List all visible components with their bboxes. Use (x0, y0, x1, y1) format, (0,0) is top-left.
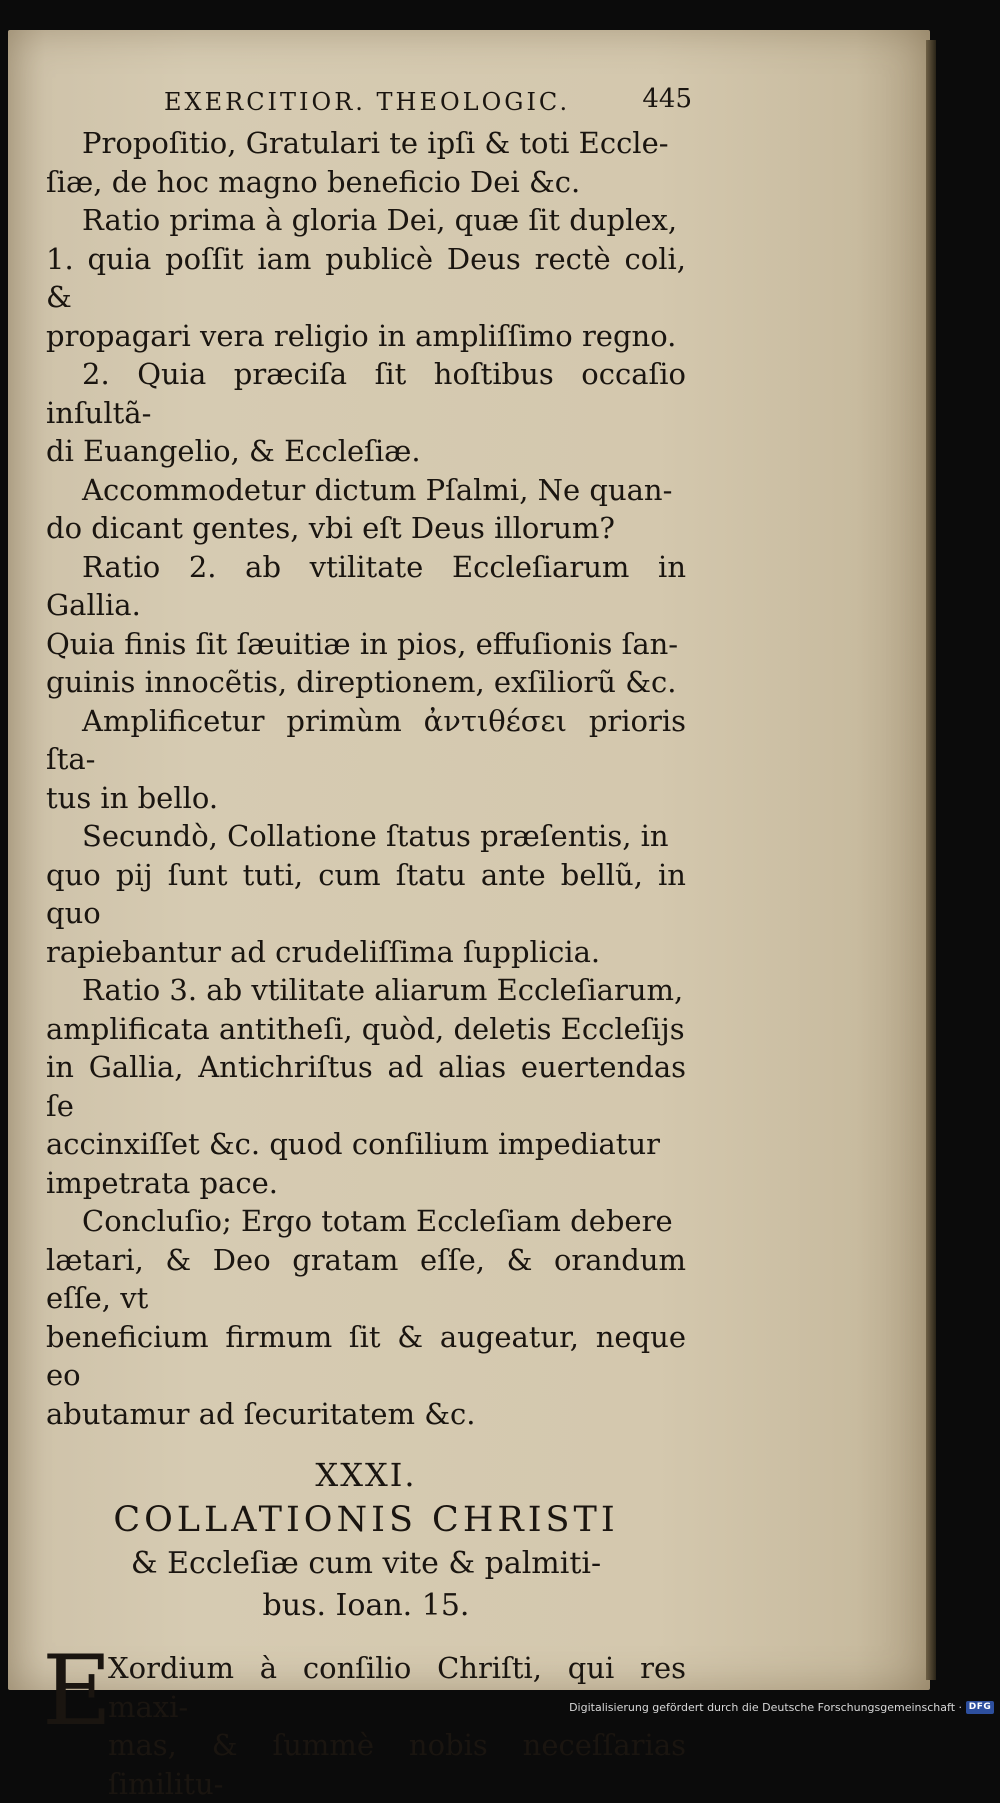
opening-text: Xordium à conſilio Chriſti, qui res maxi- mas, & ſummè nobis neceſſarias ſimilitu- (108, 1651, 686, 1801)
drop-cap: E (42, 1635, 113, 1747)
running-head (46, 80, 692, 124)
section-subtitle: & Eccleſiæ cum vite & palmiti- bus. Ioan. 15. (130, 1546, 602, 1623)
paragraph-ratio-2: Ratio 2. ab vtilitate Eccleſiarum in Gallia. Quia finis ſit ſæuitiæ in pios, effuſionis ſan- guinis innocẽtis, direptionem, exſiliorũ &c. (46, 549, 686, 699)
page-number: 445 (642, 84, 692, 114)
paragraph-conclusio: Concluſio; Ergo totam Eccleſiam debere lætari, & Deo gratam eſſe, & orandum eſſe, vt beneficium firmum ſit & augeatur, neque eo abutamur ad ſecuritatem &c. (46, 1204, 686, 1431)
section-heading (46, 1453, 686, 1627)
paragraph-ratio-3: Ratio 3. ab vtilitate aliarum Eccleſiarum, amplificata antitheſi, quòd, deletis Eccleſijs in Gallia, Antichriſtus ad alias euertendas ſe accinxiſſet &c. quod conſilium impediatur impetrata pace. (46, 973, 686, 1200)
digitization-credit (569, 1701, 994, 1714)
dfg-logo: DFG (966, 1701, 994, 1714)
section-number: XXXI. (315, 1456, 417, 1494)
page-edge-shadow (926, 40, 936, 1680)
paragraph-amplificetur: Amplificetur primùm ἀντιθέσει prioris ſta- tus in bello. (46, 703, 686, 815)
running-head-title: EXERCITIOR. THEOLOGIC. (164, 88, 571, 116)
paragraph-ratio-prima-2: 2. Quia præciſa ſit hoſtibus occaſio inſultã- di Euangelio, & Eccleſiæ. (46, 357, 686, 468)
paragraph-secundo: Secundò, Collatione ſtatus præſentis, in quo pij ſunt tuti, cum ſtatu ante bellũ, in quo rapiebantur ad crudeliſſima ſupplicia. (46, 819, 686, 969)
section-title: COLLATIONIS CHRISTI (113, 1500, 619, 1540)
paragraph-accommodetur: Accommodetur dictum Pſalmi, Ne quan- do dicant gentes, vbi eſt Deus illorum? (46, 472, 673, 545)
body-text (46, 124, 686, 1433)
text-block (42, 80, 692, 1803)
paragraph-propositio: Propoſitio, Gratulari te ipſi & toti Eccle- ſiæ, de hoc magno beneficio Dei &c. (46, 126, 669, 199)
credit-text: Digitalisierung gefördert durch die Deutsche Forschungsgemeinschaft · (569, 1701, 962, 1714)
opening-paragraph (42, 1635, 686, 1803)
paragraph-ratio-prima: Ratio prima à gloria Dei, quæ ſit duplex, 1. quia poſſit iam publicè Deus rectè coli, & propagari vera religio in ampliſſimo regno. (46, 203, 686, 353)
